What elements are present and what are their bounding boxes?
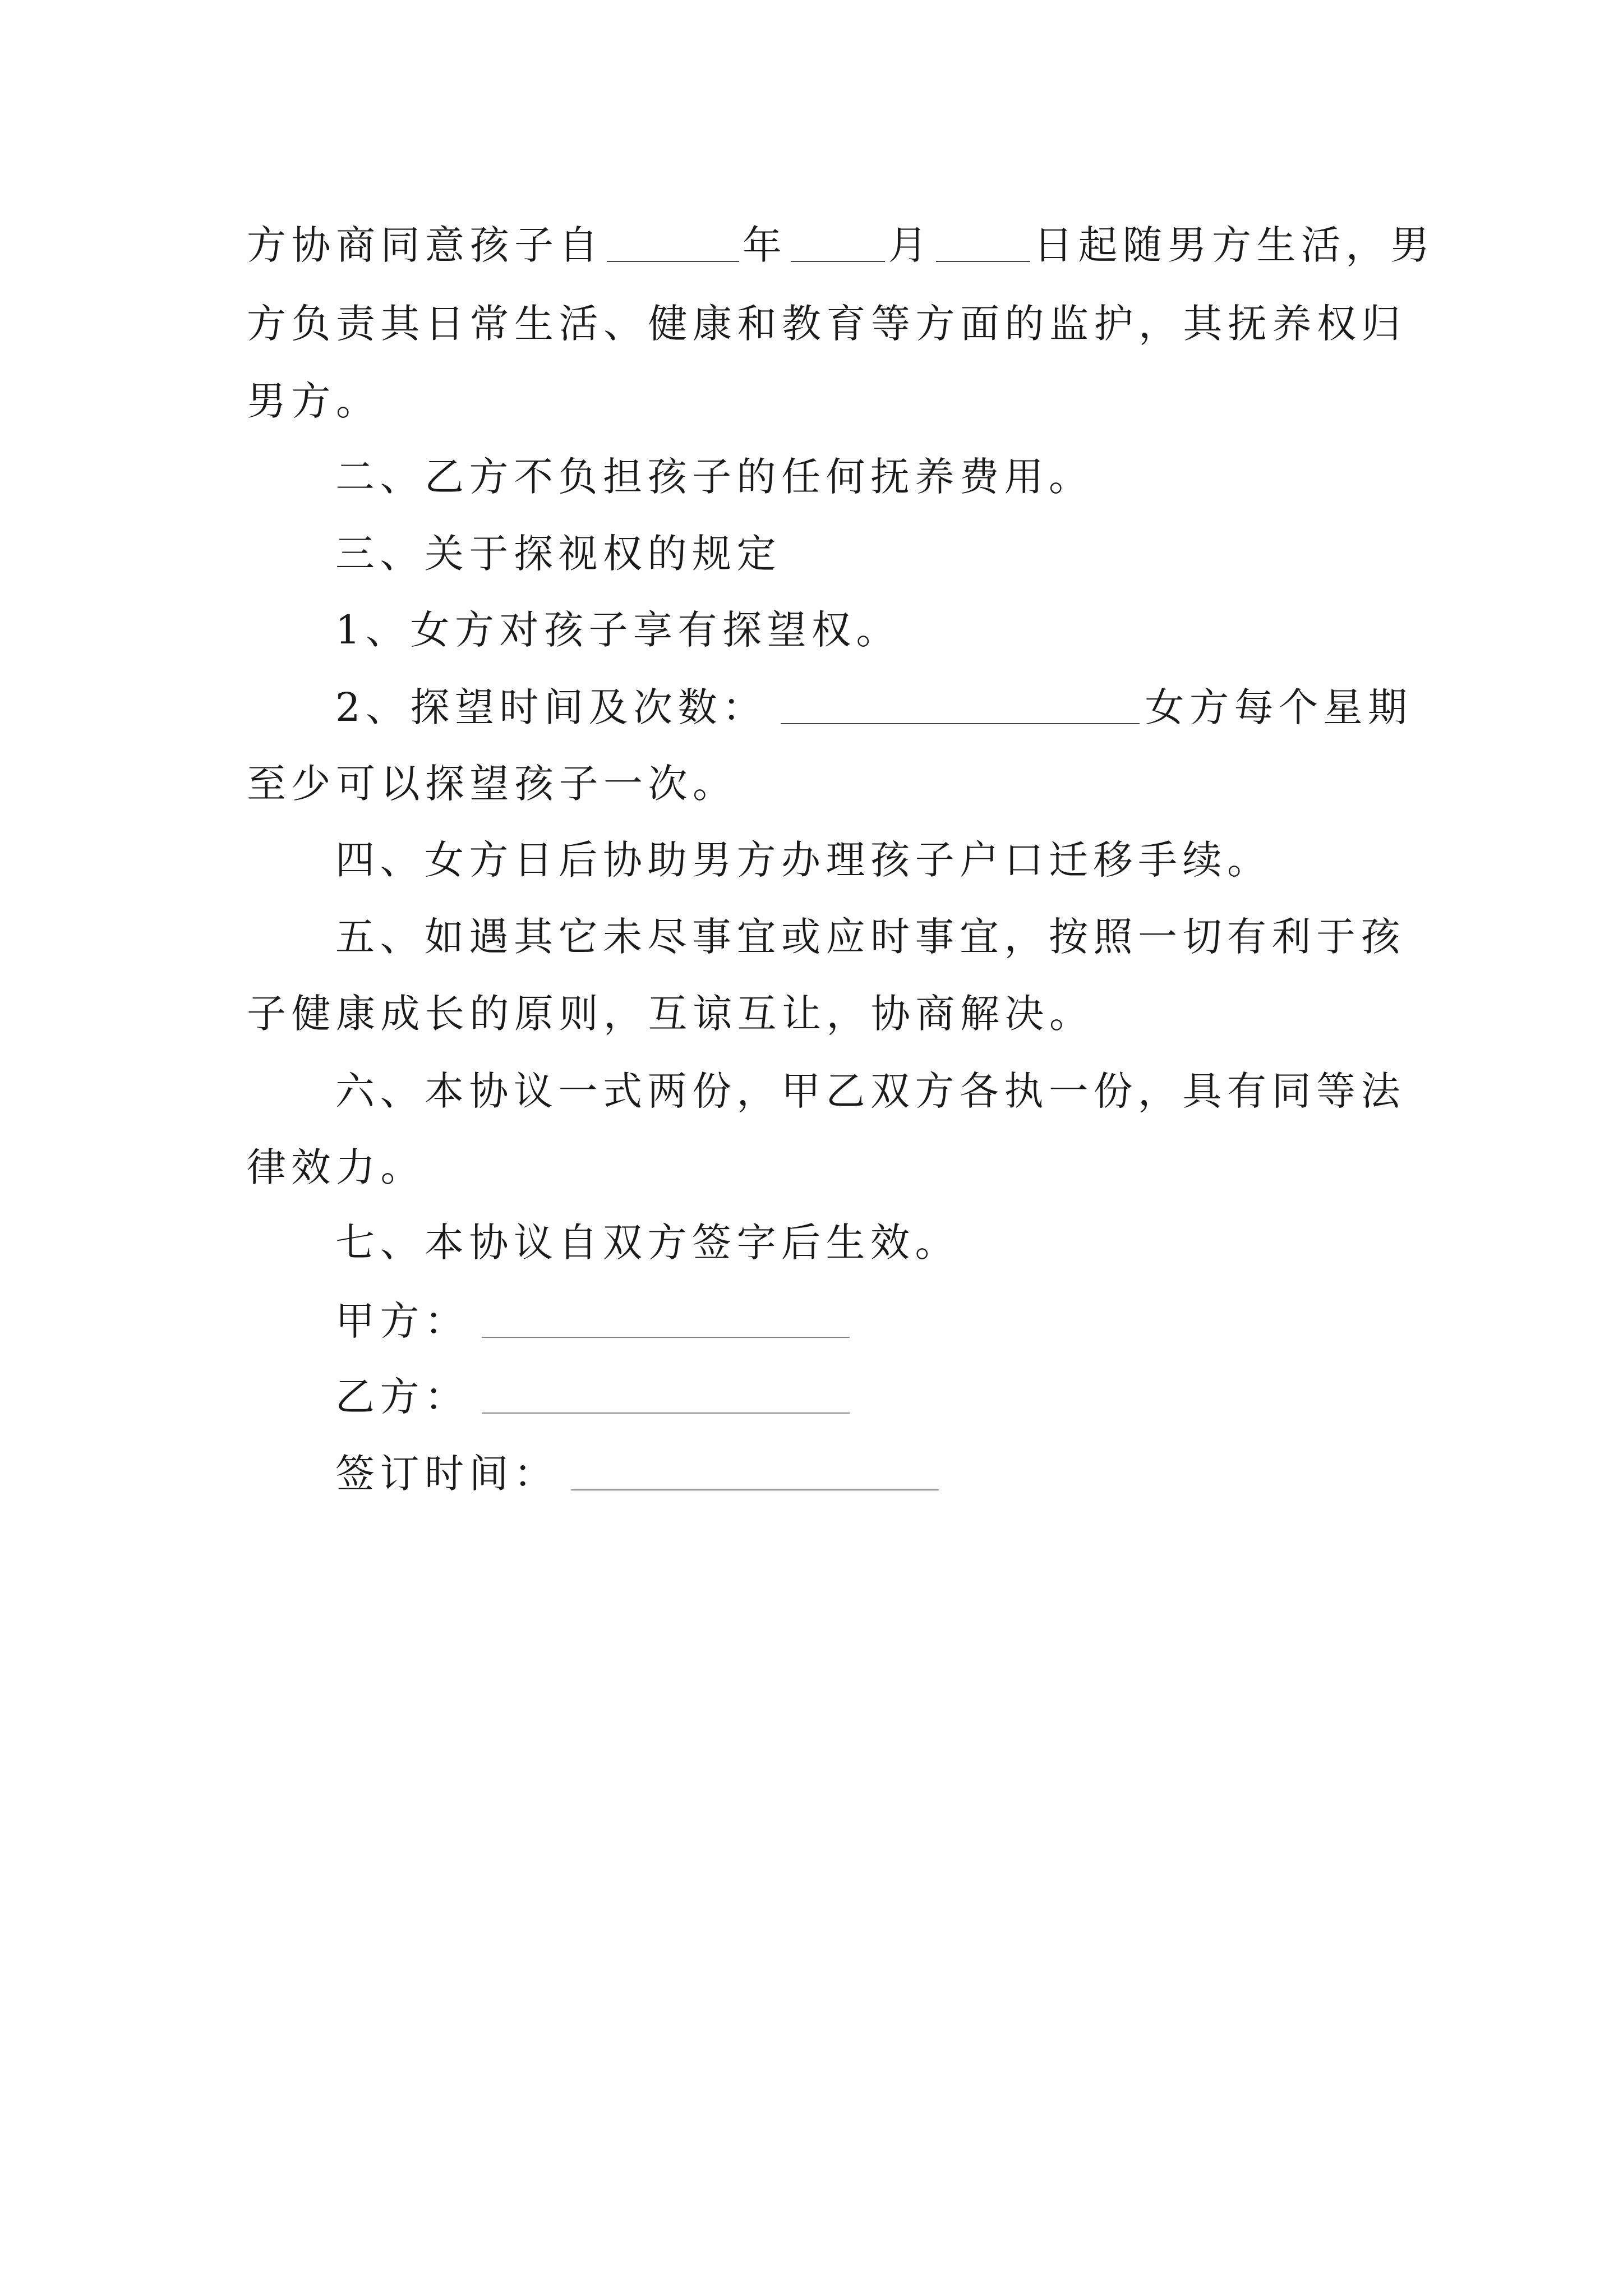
sign-date — [335, 1437, 942, 1510]
clause7: 七、本协议自双方签字后生效。 — [335, 1220, 960, 1266]
clause1-line1-text-a: 方协商同意孩子自 — [247, 222, 603, 268]
visit-time-blank[interactable] — [781, 688, 1140, 724]
clause3-item2 — [335, 671, 1413, 744]
clause1-line2: 方负责其日常生活、健康和教育等方面的监护，其抚养权归 — [247, 301, 1406, 347]
clause6-line1: 六、本协议一式两份，甲乙双方各执一份，具有同等法 — [335, 1068, 1405, 1114]
clause1-line3: 男方。 — [247, 378, 381, 424]
visit-time-after: 女方每个星期 — [1145, 684, 1413, 730]
clause1-line1-text-b: 日起随男方生活，男 — [1034, 222, 1435, 268]
party-a-label: 甲方： — [335, 1298, 469, 1344]
year-label: 年 — [743, 222, 787, 268]
clause1-line1 — [247, 209, 1435, 282]
clause2: 二、乙方不负担孩子的任何抚养费用。 — [335, 454, 1094, 500]
party-b-signature — [335, 1360, 853, 1433]
clause6-line2: 律效力。 — [247, 1144, 425, 1190]
day-blank[interactable] — [936, 226, 1030, 262]
sign-date-blank[interactable] — [571, 1455, 939, 1490]
clause3-item1: 1、女方对孩子享有探望权。 — [335, 607, 901, 653]
clause5-line2: 子健康成长的原则，互谅互让，协商解决。 — [247, 991, 1094, 1037]
party-a-signature — [335, 1285, 853, 1358]
year-blank[interactable] — [607, 226, 739, 262]
sign-date-label: 签订时间： — [335, 1451, 559, 1497]
party-b-blank[interactable] — [482, 1378, 850, 1414]
clause5-line1: 五、如遇其它未尽事宜或应时事宜，按照一切有利于孩 — [335, 914, 1405, 960]
party-b-label: 乙方： — [335, 1374, 469, 1420]
month-label: 月 — [888, 222, 933, 268]
month-blank[interactable] — [791, 226, 885, 262]
clause3-item2-cont: 至少可以探望孩子一次。 — [247, 761, 737, 807]
clause3-title: 三、关于探视权的规定 — [335, 531, 781, 577]
clause4: 四、女方日后协助男方办理孩子户口迁移手续。 — [335, 837, 1272, 883]
visit-time-label: 2、探望时间及次数： — [335, 684, 767, 730]
party-a-blank[interactable] — [482, 1302, 850, 1338]
